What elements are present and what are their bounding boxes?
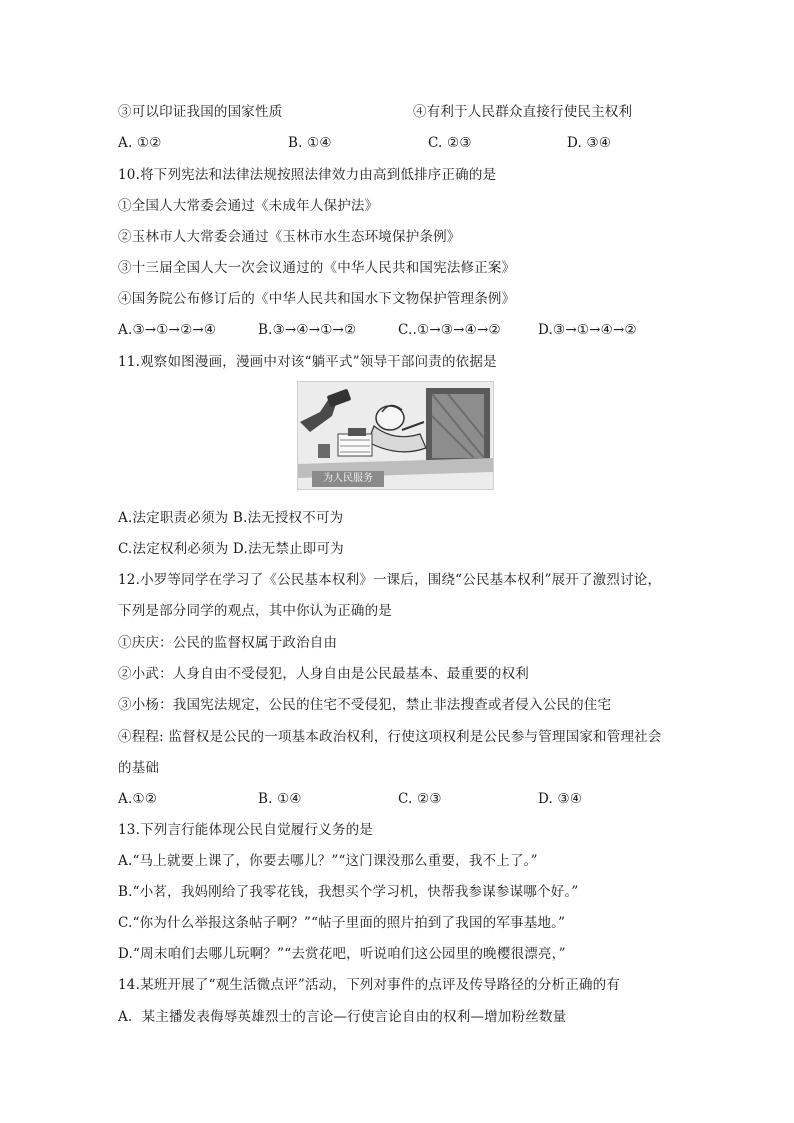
q9-item-3: ③可以印证我国的国家性质 bbox=[118, 104, 283, 120]
q12-option-d: D. ③④ bbox=[538, 791, 583, 807]
q12-stem-line-2: 下列是部分同学的观点，其中你认为正确的是 bbox=[118, 603, 392, 619]
q12-item-1: ①庆庆：公民的监督权属于政治自由 bbox=[118, 635, 338, 651]
q11-stem: 11.观察如图漫画，漫画中对该“躺平式”领导干部问责的依据是 bbox=[118, 354, 497, 370]
q9-option-b: B. ①④ bbox=[288, 135, 332, 151]
q13-option-b: B.“小茗，我妈刚给了我零花钱，我想买个学习机，快帮我参谋参谋哪个好。” bbox=[118, 884, 579, 900]
q10-item-1: ①全国人大常委会通过《未成年人保护法》 bbox=[118, 198, 379, 214]
q9-option-c: C. ②③ bbox=[428, 135, 472, 151]
q9-option-d: D. ③④ bbox=[567, 135, 612, 151]
q12-item-2: ②小武：人身自由不受侵犯，人身自由是公民最基本、最重要的权利 bbox=[118, 666, 529, 682]
q12-item-4: ④程程: 监督权是公民的一项基本政治权利，行使这项权利是公民参与管理国家和管理社会 bbox=[118, 729, 662, 745]
q10-option-b: B.③→④→①→② bbox=[258, 322, 357, 338]
q11-options-line-1: A.法定职责必须为 B.法无授权不可为 bbox=[118, 510, 344, 526]
q10-option-a: A.③→①→②→④ bbox=[118, 322, 217, 338]
cartoon-caption: 为人民服务 bbox=[312, 471, 384, 487]
q14-option-a: A．某主播发表侮辱英雄烈士的言论—行使言论自由的权利—增加粉丝数量 bbox=[118, 1009, 567, 1025]
q10-option-c: C..①→③→④→② bbox=[398, 322, 501, 338]
q13-stem: 13.下列言行能体现公民自觉履行义务的是 bbox=[118, 822, 373, 838]
q10-stem: 10.将下列宪法和法律法规按照法律效力由高到低排序正确的是 bbox=[118, 167, 497, 183]
q10-item-4: ④国务院公布修订后的《中华人民共和国水下文物保护管理条例》 bbox=[118, 291, 516, 307]
cartoon-image bbox=[297, 381, 494, 490]
q9-option-a: A. ①② bbox=[118, 135, 162, 151]
q10-item-2: ②玉林市人大常委会通过《玉林市水生态环境保护条例》 bbox=[118, 229, 461, 245]
q12-option-b: B. ①④ bbox=[258, 791, 302, 807]
q11-options-line-2: C.法定权利必须为 D.法无禁止即可为 bbox=[118, 541, 344, 557]
q12-item-3: ③小杨：我国宪法规定，公民的住宅不受侵犯，禁止非法搜查或者侵入公民的住宅 bbox=[118, 697, 612, 713]
q9-item-4: ④有利于人民群众直接行使民主权利 bbox=[413, 104, 633, 120]
q10-item-3: ③十三届全国人大一次会议通过的《中华人民共和国宪法修正案》 bbox=[118, 260, 516, 276]
q13-option-c: C.“你为什么举报这条帖子啊？”“帖子里面的照片拍到了我国的军事基地。” bbox=[118, 915, 566, 931]
q13-option-d: D.“周末咱们去哪儿玩啊？”“去赏花吧，听说咱们这公园里的晚樱很漂亮，” bbox=[118, 946, 566, 962]
q12-option-a: A.①② bbox=[118, 791, 158, 807]
q10-option-d: D.③→①→④→② bbox=[538, 322, 637, 338]
q12-option-c: C. ②③ bbox=[398, 791, 442, 807]
q12-item-4-cont: 的基础 bbox=[118, 760, 160, 776]
q13-option-a: A.“马上就要上课了，你要去哪儿？”“这门课没那么重要，我不上了。” bbox=[118, 853, 538, 869]
q14-stem: 14.某班开展了“观生活微点评”活动，下列对事件的点评及传导路径的分析正确的有 bbox=[118, 977, 621, 993]
q12-stem-line-1: 12.小罗等同学在学习了《公民基本权利》一课后，围绕“公民基本权利”展开了激烈讨论， bbox=[118, 572, 662, 588]
